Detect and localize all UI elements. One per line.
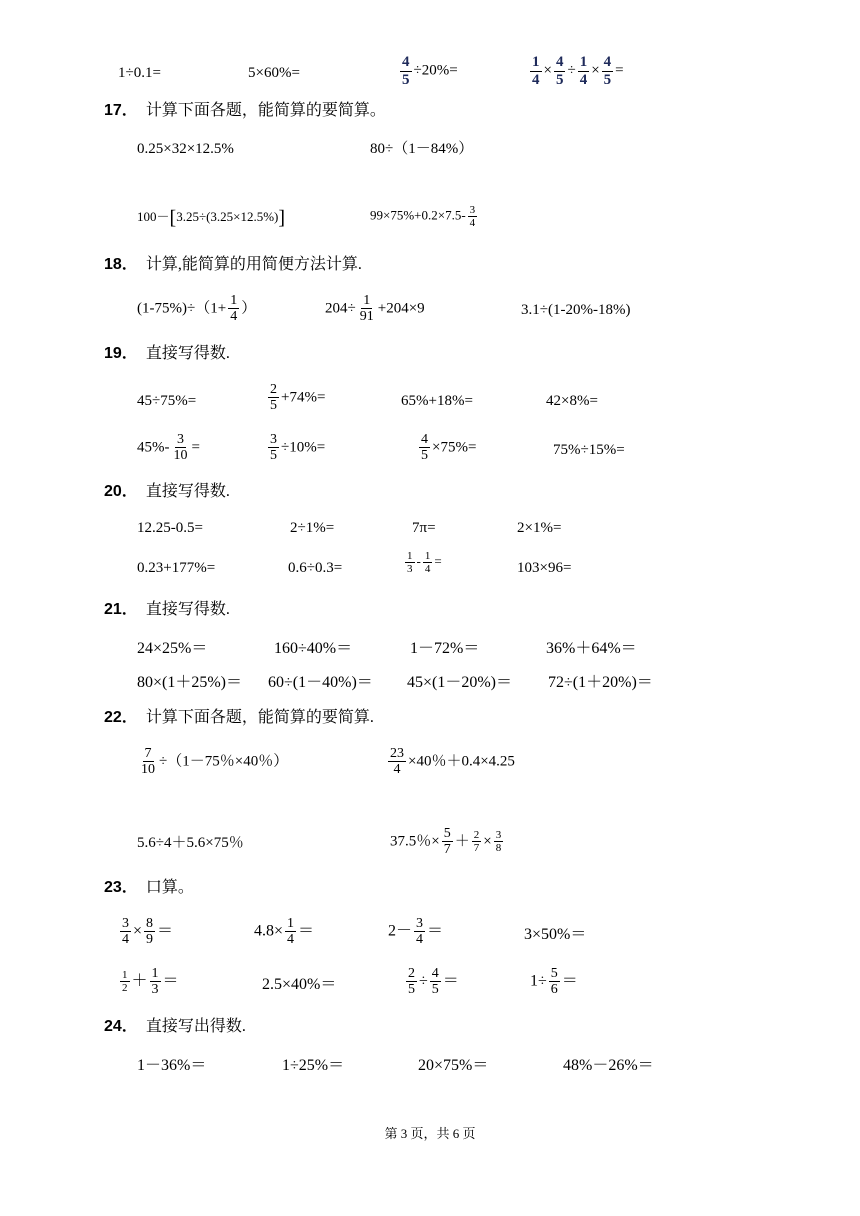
q22-expr-2: $\frac{23}{4}$ ×40％＋0.4×4.25: [390, 746, 515, 778]
q22-heading: [104, 710, 374, 726]
q23-heading: [104, 880, 194, 896]
fraction: $\frac{4}{5}$: [603, 54, 612, 88]
q19-expr-2: $\frac{2}{5}$ +74%=: [270, 382, 326, 414]
q20-expr-8: 103×96=: [517, 560, 572, 576]
question-number: 22．: [104, 709, 138, 726]
fraction: $\frac{5}{6}$: [550, 966, 558, 998]
q19-expr-1: 45÷75%=: [137, 393, 197, 409]
fraction: $\frac{1}{4}$: [287, 916, 295, 948]
q18-heading: [104, 257, 362, 273]
fraction: $\frac{1}{4}$: [230, 293, 238, 325]
q24-heading: [104, 1019, 246, 1035]
fraction: $\frac{23}{4}$: [390, 746, 404, 778]
q19-expr-6: $\frac{3}{5}$ ÷10%=: [270, 432, 326, 464]
q21-expr-5: 80×(1＋25%)＝: [137, 674, 243, 691]
fraction: $\frac{3}{4}$: [416, 916, 424, 948]
question-title: 直接写得数.: [145, 601, 230, 618]
q17-expr-2: 80÷（1－84%）: [370, 141, 474, 157]
q17-expr-1: 0.25×32×12.5%: [137, 141, 234, 157]
fraction: $\frac{2}{7}$: [473, 829, 480, 855]
q23-expr-7: $\frac{2}{5}$ ÷ $\frac{4}{5}$ ＝: [408, 966, 459, 998]
q20-expr-3: 7π=: [412, 520, 436, 536]
question-number: 24．: [104, 1018, 138, 1035]
fraction: $\frac{1}{3}$: [407, 550, 413, 576]
fraction: $\frac{4}{5}$: [421, 432, 428, 464]
q21-expr-8: 72÷(1＋20%)＝: [548, 674, 653, 691]
fraction: $\frac{4}{5}$: [402, 54, 410, 88]
q23-expr-4: 3×50%＝: [524, 926, 587, 943]
fraction: $\frac{1}{4}$: [532, 54, 540, 88]
question-number: 20．: [104, 483, 138, 500]
q21-expr-1: 24×25%＝: [137, 640, 208, 657]
question-number: 17．: [104, 102, 138, 119]
q22-expr-3: 5.6÷4＋5.6×75％: [137, 835, 244, 851]
q21-expr-2: 160÷40%＝: [274, 640, 353, 657]
q17-heading: [104, 103, 386, 119]
fraction: $\frac{4}{5}$: [431, 966, 439, 998]
fraction: $\frac{1}{4}$: [424, 550, 431, 576]
q24-expr-1: 1－36%＝: [137, 1057, 207, 1074]
question-title: 直接写得数.: [145, 483, 230, 500]
q20-expr-2: 2÷1%=: [290, 520, 335, 536]
q24-expr-4: 48%－26%＝: [563, 1057, 654, 1074]
question-title: 直接写得数.: [145, 345, 230, 362]
q23-expr-3: 2－ $\frac{3}{4}$ ＝: [388, 916, 444, 948]
q19-expr-5: 45%- $\frac{3}{10}$ =: [137, 432, 200, 464]
question-number: 18．: [104, 256, 138, 273]
fraction: $\frac{3}{4}$: [122, 916, 129, 948]
q19-heading: [104, 346, 230, 362]
q23-expr-5: $\frac{1}{2}$ ＋ $\frac{1}{3}$ ＝: [122, 966, 179, 998]
q22-expr-4: 37.5％× $\frac{5}{7}$ ＋ $\frac{2}{7}$ × $\frac{3}{8}$: [390, 826, 502, 858]
fraction: $\frac{2}{5}$: [408, 966, 415, 998]
fraction: $\frac{8}{9}$: [146, 916, 154, 948]
q19-expr-7: $\frac{4}{5}$ ×75%=: [421, 432, 477, 464]
q19-expr-3: 65%+18%=: [401, 393, 473, 409]
question-title: 直接写出得数.: [145, 1018, 246, 1035]
page-footer: 第 3 页，共 6 页: [384, 1126, 476, 1141]
q16-expr-4: $\frac{1}{4}$ × $\frac{4}{5}$ ÷ $\frac{1}{4}$ × $\frac{4}{5}$ =: [532, 54, 624, 88]
question-title: 计算,能简算的用简便方法计算.: [145, 256, 362, 273]
question-number: 19．: [104, 345, 138, 362]
q21-expr-6: 60÷(1－40%)＝: [268, 674, 373, 691]
fraction: $\frac{7}{10}$: [141, 746, 155, 778]
q18-expr-1: (1-75%)÷（1+ $\frac{1}{4}$ ）: [137, 293, 257, 325]
q17-expr-4: 99×75%+0.2×7.5- $\frac{3}{4}$: [370, 204, 476, 230]
fraction: $\frac{1}{3}$: [151, 966, 159, 998]
q23-expr-6: 2.5×40%＝: [262, 976, 337, 993]
question-number: 23．: [104, 879, 138, 896]
q21-expr-4: 36%＋64%＝: [546, 640, 637, 657]
q21-heading: [104, 602, 230, 618]
q24-expr-2: 1÷25%＝: [282, 1057, 345, 1074]
q19-expr-4: 42×8%=: [546, 393, 598, 409]
fraction: $\frac{1}{2}$: [122, 969, 128, 995]
q20-expr-1: 12.25-0.5=: [137, 520, 203, 536]
q20-heading: [104, 484, 230, 500]
fraction: $\frac{3}{5}$: [270, 432, 277, 464]
q20-expr-7: $\frac{1}{3}$ - $\frac{1}{4}$ =: [407, 550, 442, 576]
q18-expr-2: 204÷ $\frac{1}{91}$ +204×9: [325, 293, 425, 325]
question-title: 计算下面各题，能简算的要简算。: [145, 102, 386, 119]
fraction: $\frac{1}{91}$: [359, 293, 374, 325]
q16-expr-3: $\frac{4}{5}$ ÷20%=: [402, 54, 458, 88]
q24-expr-3: 20×75%＝: [418, 1057, 489, 1074]
q17-expr-3: 100－[3.25÷(3.25×12.5%)]: [137, 207, 286, 229]
q16-expr-2: 5×60%=: [248, 65, 300, 81]
fraction: $\frac{1}{4}$: [579, 54, 588, 88]
q23-expr-8: 1÷ $\frac{5}{6}$ ＝: [530, 966, 578, 998]
q16-expr-1: 1÷0.1=: [118, 65, 161, 81]
question-number: 21．: [104, 601, 138, 618]
q23-expr-1: $\frac{3}{4}$ × $\frac{8}{9}$ ＝: [122, 916, 174, 948]
fraction: $\frac{5}{7}$: [443, 826, 451, 858]
q19-expr-8: 75%÷15%=: [553, 442, 625, 458]
q22-expr-1: $\frac{7}{10}$ ÷（1－75％×40％）: [141, 746, 289, 778]
q21-expr-3: 1－72%＝: [410, 640, 480, 657]
q23-expr-2: 4.8× $\frac{1}{4}$ ＝: [254, 916, 315, 948]
q20-expr-4: 2×1%=: [517, 520, 562, 536]
fraction: $\frac{3}{4}$: [469, 204, 476, 230]
q20-expr-6: 0.6÷0.3=: [288, 560, 343, 576]
q18-expr-3: 3.1÷(1-20%-18%): [521, 302, 631, 318]
question-title: 计算下面各题，能简算的要简算.: [145, 709, 374, 726]
q21-expr-7: 45×(1－20%)＝: [407, 674, 513, 691]
fraction: $\frac{2}{5}$: [270, 382, 277, 414]
question-title: 口算。: [145, 879, 194, 896]
fraction: $\frac{3}{10}$: [173, 432, 188, 464]
fraction: $\frac{4}{5}$: [555, 54, 564, 88]
q20-expr-5: 0.23+177%=: [137, 560, 216, 576]
fraction: $\frac{3}{8}$: [495, 829, 502, 855]
